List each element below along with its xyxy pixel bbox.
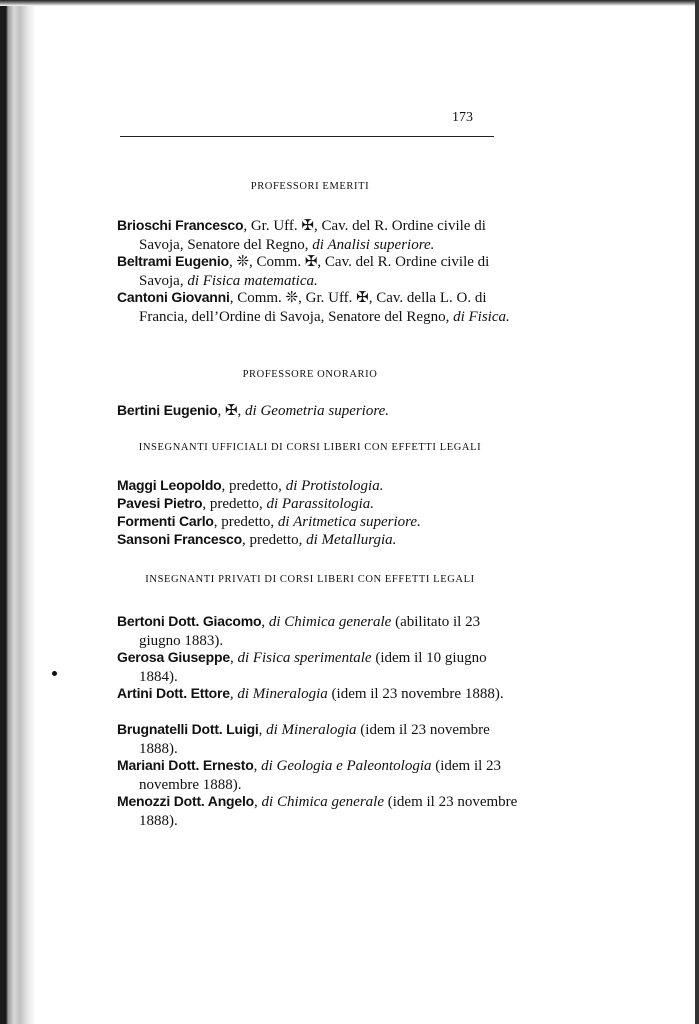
entry-text: , predetto,	[213, 514, 278, 530]
entry-name: Brugnatelli Dott. Luigi	[117, 721, 259, 737]
entry-name: Artini Dott. Ettore	[117, 685, 230, 701]
entry-text: , predetto,	[221, 478, 286, 494]
entry-mariani	[117, 756, 524, 794]
entry-tail: (idem il 23 novembre 1888).	[139, 794, 518, 829]
entry-tail: (idem il 23 novembre 1888).	[139, 722, 490, 757]
entry-course: di Analisi superiore.	[312, 236, 435, 253]
entry-course: di Protistologia.	[285, 478, 384, 494]
entry-tail: (idem il 10 giugno 1884).	[139, 650, 487, 685]
section-heading-privati: INSEGNANTI PRIVATI DI CORSI LIBERI CON EFFETTI LEGALI	[145, 574, 475, 585]
entry-course: di Chimica generale	[268, 614, 392, 630]
entry-text: ,	[254, 794, 262, 810]
entry-course: di Metallurgia.	[306, 532, 397, 548]
entry-formenti	[117, 512, 524, 532]
entry-name: Pavesi Pietro	[117, 495, 203, 511]
entry-text: ,	[229, 650, 238, 666]
entry-course: di Geologia e Paleontologia	[261, 758, 432, 774]
entry-tail: (idem il 23 novembre 1888).	[327, 686, 504, 702]
entry-name: Brioschi Francesco	[117, 217, 244, 233]
entry-name: Sansoni Francesco	[117, 531, 242, 547]
entry-artini	[117, 684, 524, 704]
entry-name: Bertini Eugenio	[117, 402, 218, 418]
header-rule	[120, 136, 494, 137]
entry-name: Beltrami Eugenio	[117, 253, 229, 269]
entry-course: di Aritmetica superiore.	[277, 514, 421, 530]
page-number: 173	[452, 110, 473, 125]
entry-brioschi	[117, 216, 524, 254]
entry-course: di Fisica.	[453, 308, 510, 325]
entry-course: di Fisica sperimentale	[237, 650, 372, 666]
entry-brugnatelli	[117, 720, 524, 758]
entry-menozzi	[117, 792, 524, 830]
entry-pavesi	[117, 494, 524, 514]
entry-text: , ✠,	[217, 403, 246, 419]
entry-course: di Fisica matematica.	[187, 272, 318, 289]
entry-name: Bertoni Dott. Giacomo	[117, 613, 262, 629]
section-heading-emeriti: PROFESSORI EMERITI	[250, 181, 370, 192]
entry-course: di Chimica generale	[261, 794, 385, 810]
entry-tail: (idem il 23 novembre 1888).	[139, 758, 502, 793]
entry-beltrami	[117, 252, 524, 290]
entry-text: , Gr. Uff. ✠, Cav. del R. Ordine civile di Savoja, Senatore del Regno,	[139, 218, 486, 253]
section-heading-ufficiali: INSEGNANTI UFFICIALI DI CORSI LIBERI CON EFFETTI LEGALI	[138, 442, 482, 453]
entry-name: Menozzi Dott. Angelo	[117, 793, 255, 809]
entry-course: di Parassitologia.	[266, 496, 375, 512]
entry-text: , ❊, Comm. ✠, Cav. del R. Ordine civile di Savoja,	[139, 254, 490, 289]
entry-name: Formenti Carlo	[117, 513, 214, 529]
entry-name: Maggi Leopoldo	[117, 477, 222, 493]
entry-course: di Mineralogia	[266, 722, 357, 738]
entry-text: ,	[261, 614, 269, 630]
entry-cantoni	[117, 288, 524, 326]
entry-sansoni	[117, 530, 524, 550]
entry-maggi	[117, 476, 524, 496]
entry-course: di Geometria superiore.	[245, 403, 390, 419]
book-spine-edge	[0, 0, 36, 1024]
entry-text: ,	[258, 722, 267, 738]
entry-text: , Comm. ❊, Gr. Uff. ✠, Cav. della L. O. di Francia, dell’Ordine di Savoja, Senatore del Regno,	[139, 290, 487, 325]
entry-tail: (abilitato il 23 giugno 1883).	[139, 614, 481, 649]
section-heading-onorario: PROFESSORE ONORARIO	[242, 369, 378, 380]
entry-text: , predetto,	[202, 496, 267, 512]
entry-bertini	[117, 401, 524, 421]
entry-course: di Mineralogia	[237, 686, 328, 702]
entry-text: , predetto,	[241, 532, 307, 548]
entry-text: ,	[229, 686, 238, 702]
entry-name: Cantoni Giovanni	[117, 289, 230, 305]
entry-bertoni	[117, 612, 524, 650]
ink-speck	[52, 671, 57, 676]
entry-name: Mariani Dott. Ernesto	[117, 757, 254, 773]
entry-gerosa	[117, 648, 524, 686]
page-top-edge	[0, 0, 699, 6]
page-right-edge	[695, 0, 699, 1024]
entry-name: Gerosa Giuseppe	[117, 649, 230, 665]
entry-text: ,	[253, 758, 262, 774]
